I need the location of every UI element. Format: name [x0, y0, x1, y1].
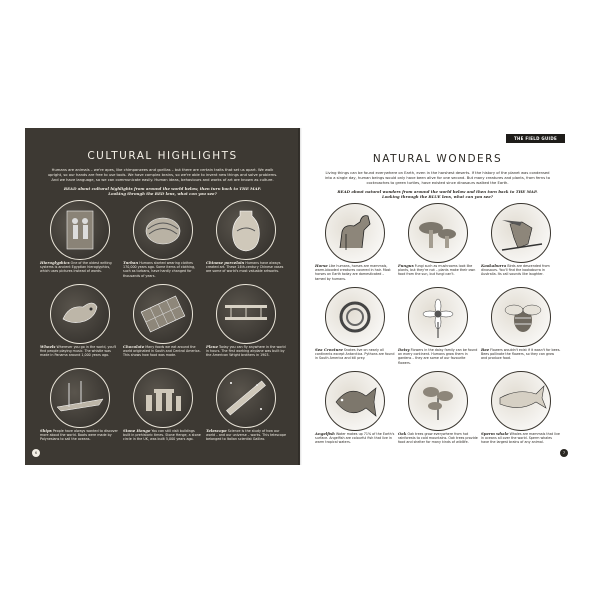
caption-title: Telescope [206, 428, 227, 433]
caption-title: Chinese porcelain [206, 260, 245, 265]
caption [315, 264, 395, 281]
caption [315, 432, 395, 445]
caption-text: People have always wanted to discover more about the world. Boats were made by Polynesians to sail the oceans. [40, 429, 118, 442]
item-turban [123, 200, 203, 284]
caption-title: Hieroglyphics [40, 260, 70, 265]
caption-text: Whales are mammals that live in oceans all over the world. Sperm whales have the largest brains of any animal. [481, 432, 560, 445]
caption-title: Sperm whale [481, 431, 509, 436]
item-hieroglyphics [40, 200, 120, 284]
caption-text: Fungi such as mushrooms look like plants, but they're not – plants make their own food from the sun, but fungi can't. [398, 264, 476, 277]
item-daisy [398, 287, 478, 371]
caption [206, 345, 286, 358]
item-bee [481, 287, 561, 371]
book-gutter [298, 128, 302, 465]
item-telescope [206, 368, 286, 452]
caption-text: Many foods we eat around the world originated in South and Central America. This shows how food was made. [123, 345, 201, 358]
caption-text: Flowers wouldn't exist if it wasn't for bees. Bees pollinate the flowers, so they can grow and produce food. [481, 348, 561, 361]
caption-title: Oak [398, 431, 407, 436]
ship-illustration [50, 368, 110, 428]
caption-title: Kookaburra [481, 263, 507, 268]
caption-text: One of the oldest writing systems is ancient Egyptian hieroglyphics, which uses pictures instead of words. [40, 261, 112, 274]
caption-text: Snakes live on nearly all continents except Antarctica. Pythons are found in South America and kill prey. [315, 348, 395, 361]
intro-paragraph: Living things can be found everywhere on Earth, even in the harshest deserts. If the history of the planet was condensed into a single day, human beings would only have been alive for one second. But many creatures and plants, from ferns to cockroaches to green turtles, have existed since dinosaurs walked the Earth. [324, 171, 551, 185]
caption-title: Plane [206, 344, 218, 349]
caption [123, 345, 203, 358]
item-sperm-whale [481, 371, 561, 455]
caption [481, 264, 561, 277]
page-title: NATURAL WONDERS [372, 153, 503, 165]
item-horse [315, 203, 395, 287]
fungus-illustration [408, 203, 468, 263]
item-fungus [398, 203, 478, 287]
item-oak [398, 371, 478, 455]
caption [481, 348, 561, 361]
page-number: 7 [560, 449, 568, 457]
porcelain-illustration [216, 200, 276, 260]
caption-title: Wheels [40, 344, 56, 349]
caption [40, 429, 120, 442]
kookaburra-illustration [491, 203, 551, 263]
plane-illustration [216, 284, 276, 344]
caption-text: Flowers in the daisy family can be found on every continent. Humans grow them in gardens – they are some of our favourite flowers. [398, 348, 478, 365]
caption-title: Horse [315, 263, 328, 268]
book-spread [25, 128, 575, 465]
hieroglyphics-illustration [50, 200, 110, 260]
caption-text: Wherever you go in the world, you'll find people playing music. The whistle was made in Panama around 1,000 years ago. [40, 345, 117, 358]
caption-text: Birds are descended from dinosaurs. You'll find the kookaburra in Australia. Its call sounds like laughter. [481, 264, 550, 277]
stonehenge-illustration [133, 368, 193, 428]
caption-text: Science is the study of how our world – and our universe – works. This telescope belonged to Italian scientist Galileo. [206, 429, 287, 442]
item-plane [206, 284, 286, 368]
caption-text: Today you can fly anywhere in the world in hours. The first working airplane was built by the American Wright brothers in 1903. [206, 345, 286, 358]
whale-illustration [491, 371, 551, 431]
caption-title: Angelfish [315, 431, 335, 436]
item-ships [40, 368, 120, 452]
caption-title: Daisy [398, 347, 410, 352]
telescope-illustration [216, 368, 276, 428]
bee-illustration [491, 287, 551, 347]
item-wheels [40, 284, 120, 368]
item-sea-creature [315, 287, 395, 371]
caption-title: Sea Creature [315, 347, 343, 352]
angelfish-illustration [325, 371, 385, 431]
caption [123, 429, 203, 442]
read-instruction: READ about natural wonders from around the world below and then turn back to THE MAP. Looking through the BLUE lens, what can you see? [337, 189, 538, 199]
oak-illustration [408, 371, 468, 431]
item-chinese-porcelain [206, 200, 286, 284]
caption-title: Ships [40, 428, 52, 433]
caption-text: Water makes up 71% of the Earth's surface. Angelfish are colourful fish that live in warm tropical waters. [315, 432, 395, 445]
caption-title: Chocolate [123, 344, 145, 349]
turban-illustration [133, 200, 193, 260]
left-page [25, 128, 300, 465]
item-chocolate [123, 284, 203, 368]
page-title: CULTURAL HIGHLIGHTS [87, 150, 238, 162]
section-tag: THE FIELD GUIDE [506, 134, 565, 143]
horse-illustration [325, 203, 385, 263]
item-stone-henge [123, 368, 203, 452]
caption [315, 348, 395, 361]
caption-title: Stone Henge [123, 428, 151, 433]
caption [398, 264, 478, 277]
item-kookaburra [481, 203, 561, 287]
caption-text: Humans started wearing clothes 170,000 years ago. Some items of clothing, such as turbans, have hardly changed for thousands of years. [123, 261, 196, 278]
caption [206, 261, 286, 274]
caption-title: Fungus [398, 263, 414, 268]
daisy-illustration [408, 287, 468, 347]
caption [481, 432, 561, 445]
chocolate-illustration [133, 284, 193, 344]
read-instruction: READ about cultural highlights from around the world below, then turn back to THE MAP. Looking through the RED lens, what can you see? [63, 186, 262, 196]
caption [398, 348, 478, 365]
caption-title: Bee [481, 347, 490, 352]
item-angelfish [315, 371, 395, 455]
page-number: 6 [32, 449, 40, 457]
caption [123, 261, 203, 278]
intro-paragraph: Humans are animals – we're apes, like chimpanzees and gorillas – but there are certain traits that set us apart. We walk upright, so our hands are free to use tools. We have complex brains, so we're able to invent new things and solve problems. And we have language, so we can communicate easily. Human ideas, behaviours and works of art are known as culture. [47, 168, 278, 182]
whistle-illustration [50, 284, 110, 344]
caption-text: Humans have always created art. These 14th-century Chinese vases are some of world's most valuable artworks. [206, 261, 284, 274]
caption-text: Like humans, horses are mammals, warm-blooded creatures covered in hair. Most horses on Earth today are domesticated – tamed by humans. [315, 264, 391, 281]
caption-text: You can still visit buildings built in prehistoric times. Stone Henge, a stone circle in the UK, was built 5,000 years ago. [123, 429, 201, 442]
right-page [300, 128, 575, 465]
caption [40, 345, 120, 358]
caption [40, 261, 120, 274]
caption [206, 429, 286, 442]
caption-title: Turban [123, 260, 139, 265]
caption [398, 432, 478, 445]
sea-creature-illustration [325, 287, 385, 347]
caption-text: Oak trees grow everywhere from hot rainforests to cold mountains. Oak trees provide food and shelter for many kinds of wildlife. [398, 432, 478, 445]
